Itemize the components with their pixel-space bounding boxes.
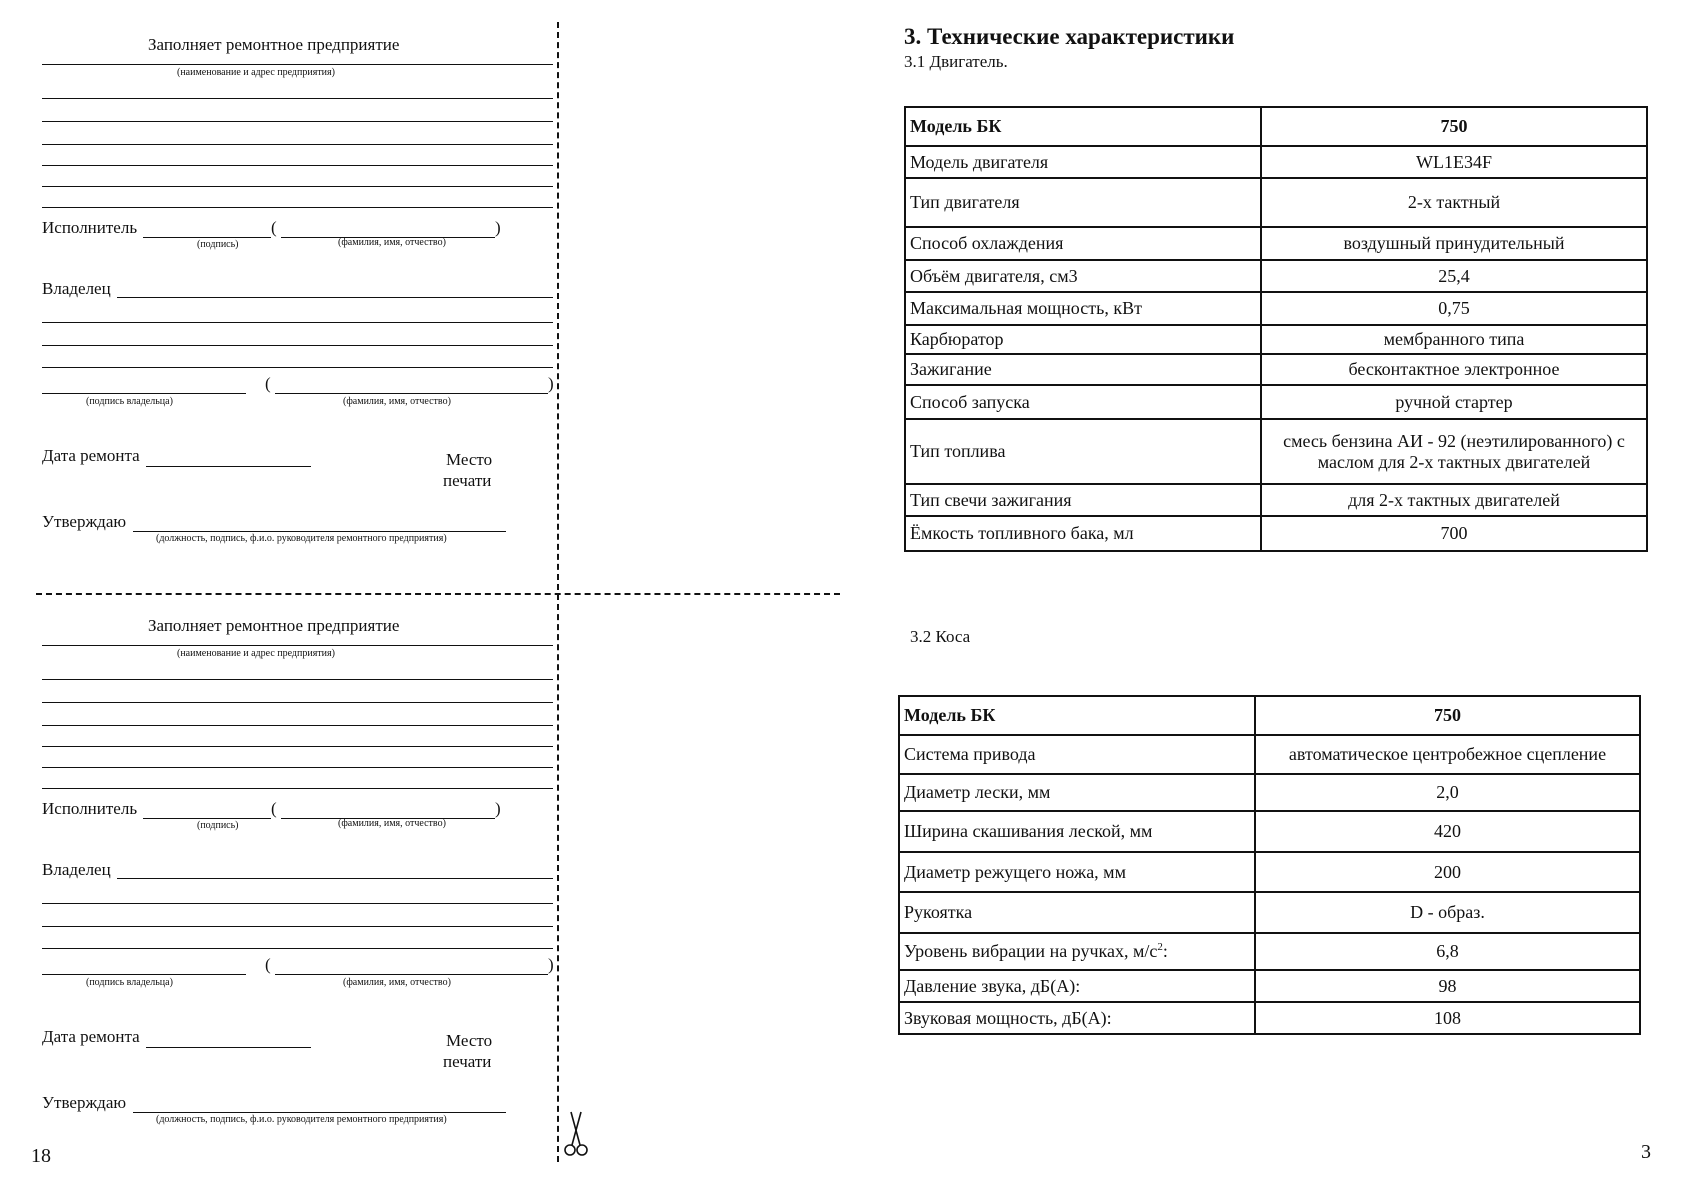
mower-value-cell: 200: [1255, 852, 1640, 892]
page-number-left: 18: [31, 1145, 51, 1167]
mower-row: [899, 970, 1640, 1002]
form-2-executor-label: Исполнитель: [42, 799, 138, 818]
page-number-right: 3: [1641, 1141, 1651, 1163]
form-2-close-paren: ): [495, 799, 501, 818]
form-1-company-extra-line: [42, 98, 553, 99]
mower-row: [899, 696, 1640, 735]
form-1-open-paren: (: [271, 218, 277, 237]
form-1-stamp-place-line2: печати: [443, 471, 492, 490]
mower-row: [899, 1002, 1640, 1034]
engine-param-cell: Способ охлаждения: [905, 227, 1261, 260]
engine-row: [905, 354, 1647, 385]
mower-specs-table: [898, 695, 1641, 1035]
mower-param-cell: Диаметр режущего ножа, мм: [899, 852, 1255, 892]
mower-value-cell: 108: [1255, 1002, 1640, 1034]
form-2-stamp-place-line1: Место: [446, 1031, 493, 1050]
form-1-approve-label: Утверждаю: [42, 512, 127, 531]
mower-param-cell: Звуковая мощность, дБ(А):: [899, 1002, 1255, 1034]
form-1-owner-extra-line: [42, 345, 553, 346]
engine-value-cell: 0,75: [1261, 292, 1647, 325]
form-2-header: Заполняет ремонтное предприятие: [148, 616, 400, 635]
form-2-owner-label: Владелец: [42, 860, 111, 879]
engine-row: [905, 385, 1647, 419]
form-1-approve-caption: (должность, подпись, ф.и.о. руководителя ремонтного предприятия): [156, 533, 447, 544]
mower-value-cell: D - образ.: [1255, 892, 1640, 933]
form-1-owner-name-line: [275, 393, 548, 394]
form-2-owner-open-paren: (: [265, 955, 271, 974]
engine-param-cell: Объём двигателя, см3: [905, 260, 1261, 292]
engine-param-cell: Модель БК: [905, 107, 1261, 146]
form-2-repair-date-line: [146, 1047, 311, 1048]
engine-row: [905, 178, 1647, 227]
engine-value-cell: ручной стартер: [1261, 385, 1647, 419]
form-2-company-extra-line: [42, 788, 553, 789]
form-2-approve-caption: (должность, подпись, ф.и.о. руководителя ремонтного предприятия): [156, 1114, 447, 1125]
engine-value-cell: бесконтактное электронное: [1261, 354, 1647, 385]
form-1-close-paren: ): [495, 218, 501, 237]
engine-row: [905, 325, 1647, 354]
form-1-executor-signature-line: [143, 237, 271, 238]
engine-row: [905, 107, 1647, 146]
form-1-company-extra-line: [42, 186, 553, 187]
form-1-owner-signature-caption: (подпись владельца): [86, 396, 173, 407]
form-1-owner-extra-line: [42, 322, 553, 323]
form-1-stamp-place-line1: Место: [446, 450, 493, 469]
form-2-company-extra-line: [42, 725, 553, 726]
form-1-company-extra-line: [42, 144, 553, 145]
engine-param-cell: Максимальная мощность, кВт: [905, 292, 1261, 325]
mower-row: [899, 774, 1640, 811]
form-1-executor-label: Исполнитель: [42, 218, 138, 237]
engine-value-cell: 2-х тактный: [1261, 178, 1647, 227]
mower-row: [899, 811, 1640, 852]
form-1-owner-close-paren: ): [548, 374, 554, 393]
form-1-owner-signature-line: [42, 393, 246, 394]
engine-row: [905, 419, 1647, 484]
engine-value-cell: смесь бензина АИ - 92 (неэтилированного) с маслом для 2-х тактных двигателей: [1261, 419, 1647, 484]
form-1-company-extra-line: [42, 165, 553, 166]
form-2-owner-name-line: [275, 974, 548, 975]
form-1-fullname-caption: (фамилия, имя, отчество): [338, 237, 446, 248]
engine-value-cell: WL1E34F: [1261, 146, 1647, 178]
engine-param-cell: Способ запуска: [905, 385, 1261, 419]
form-1-owner-open-paren: (: [265, 374, 271, 393]
engine-param-cell: Тип топлива: [905, 419, 1261, 484]
mower-param-cell: Рукоятка: [899, 892, 1255, 933]
form-2-open-paren: (: [271, 799, 277, 818]
mower-value-cell: 6,8: [1255, 933, 1640, 970]
form-2-company-extra-line: [42, 702, 553, 703]
engine-param-cell: Модель двигателя: [905, 146, 1261, 178]
form-1-owner-extra-line: [42, 367, 553, 368]
engine-param-cell: Ёмкость топливного бака, мл: [905, 516, 1261, 551]
mower-param-cell: Уровень вибрации на ручках, $м/с^2$:: [899, 933, 1255, 970]
engine-value-cell: 700: [1261, 516, 1647, 551]
mower-value-cell: 98: [1255, 970, 1640, 1002]
form-1-company-caption: (наименование и адрес предприятия): [177, 67, 335, 78]
form-2-owner-extra-line: [42, 903, 553, 904]
engine-param-cell: Тип свечи зажигания: [905, 484, 1261, 516]
form-1-company-extra-line: [42, 121, 553, 122]
form-2-repair-date-label: Дата ремонта: [42, 1027, 140, 1046]
form-1-header: Заполняет ремонтное предприятие: [148, 35, 400, 54]
form-2-company-extra-line: [42, 767, 553, 768]
engine-row: [905, 260, 1647, 292]
engine-value-cell: для 2-х тактных двигателей: [1261, 484, 1647, 516]
form-1-company-line: [42, 64, 553, 65]
engine-param-cell: Зажигание: [905, 354, 1261, 385]
mower-param-cell: Давление звука, дБ(А):: [899, 970, 1255, 1002]
mower-row: [899, 852, 1640, 892]
engine-value-cell: 25,4: [1261, 260, 1647, 292]
scissors-icon: [561, 1108, 591, 1158]
mower-value-cell: 420: [1255, 811, 1640, 852]
form-1-repair-date-line: [146, 466, 311, 467]
mower-value-cell: 2,0: [1255, 774, 1640, 811]
form-2-owner-signature-line: [42, 974, 246, 975]
form-2-company-extra-line: [42, 679, 553, 680]
engine-value-cell: 750: [1261, 107, 1647, 146]
engine-param-cell: Карбюратор: [905, 325, 1261, 354]
engine-row: [905, 484, 1647, 516]
form-1-signature-caption: (подпись): [197, 239, 239, 250]
form-2-fullname-caption: (фамилия, имя, отчество): [338, 818, 446, 829]
mower-param-cell: Диаметр лески, мм: [899, 774, 1255, 811]
mower-row: [899, 933, 1640, 970]
form-2-company-caption: (наименование и адрес предприятия): [177, 648, 335, 659]
form-2-executor-signature-line: [143, 818, 271, 819]
form-2-owner-fullname-caption: (фамилия, имя, отчество): [343, 977, 451, 988]
engine-row: [905, 292, 1647, 325]
horizontal-cut-line: [36, 593, 840, 595]
form-2-owner-close-paren: ): [548, 955, 554, 974]
form-1-owner-fullname-caption: (фамилия, имя, отчество): [343, 396, 451, 407]
form-2-owner-line: [117, 878, 553, 879]
form-2-company-extra-line: [42, 746, 553, 747]
form-2-owner-signature-caption: (подпись владельца): [86, 977, 173, 988]
form-2-owner-extra-line: [42, 926, 553, 927]
form-1-approve-line: [133, 531, 506, 532]
form-2-approve-line: [133, 1112, 506, 1113]
mower-subtitle: 3.2 Коса: [910, 627, 971, 646]
form-1-owner-label: Владелец: [42, 279, 111, 298]
engine-row: [905, 516, 1647, 551]
engine-row: [905, 146, 1647, 178]
engine-param-cell: Тип двигателя: [905, 178, 1261, 227]
form-2-approve-label: Утверждаю: [42, 1093, 127, 1112]
mower-row: [899, 892, 1640, 933]
form-1-repair-date-label: Дата ремонта: [42, 446, 140, 465]
form-2-owner-extra-line: [42, 948, 553, 949]
form-2-company-line: [42, 645, 553, 646]
specs-title: 3. Технические характеристики: [904, 24, 1235, 49]
vertical-cut-line: [557, 22, 559, 1162]
form-1-company-extra-line: [42, 207, 553, 208]
engine-value-cell: мембранного типа: [1261, 325, 1647, 354]
engine-row: [905, 227, 1647, 260]
mower-row: [899, 735, 1640, 774]
form-2-stamp-place-line2: печати: [443, 1052, 492, 1071]
mower-value-cell: 750: [1255, 696, 1640, 735]
mower-param-cell: Ширина скашивания леской, мм: [899, 811, 1255, 852]
mower-param-cell: Система привода: [899, 735, 1255, 774]
mower-param-cell: Модель БК: [899, 696, 1255, 735]
form-2-signature-caption: (подпись): [197, 820, 239, 831]
mower-value-cell: автоматическое центробежное сцепление: [1255, 735, 1640, 774]
engine-value-cell: воздушный принудительный: [1261, 227, 1647, 260]
form-1-owner-line: [117, 297, 553, 298]
engine-specs-table: [904, 106, 1648, 552]
engine-subtitle: 3.1 Двигатель.: [904, 52, 1008, 71]
